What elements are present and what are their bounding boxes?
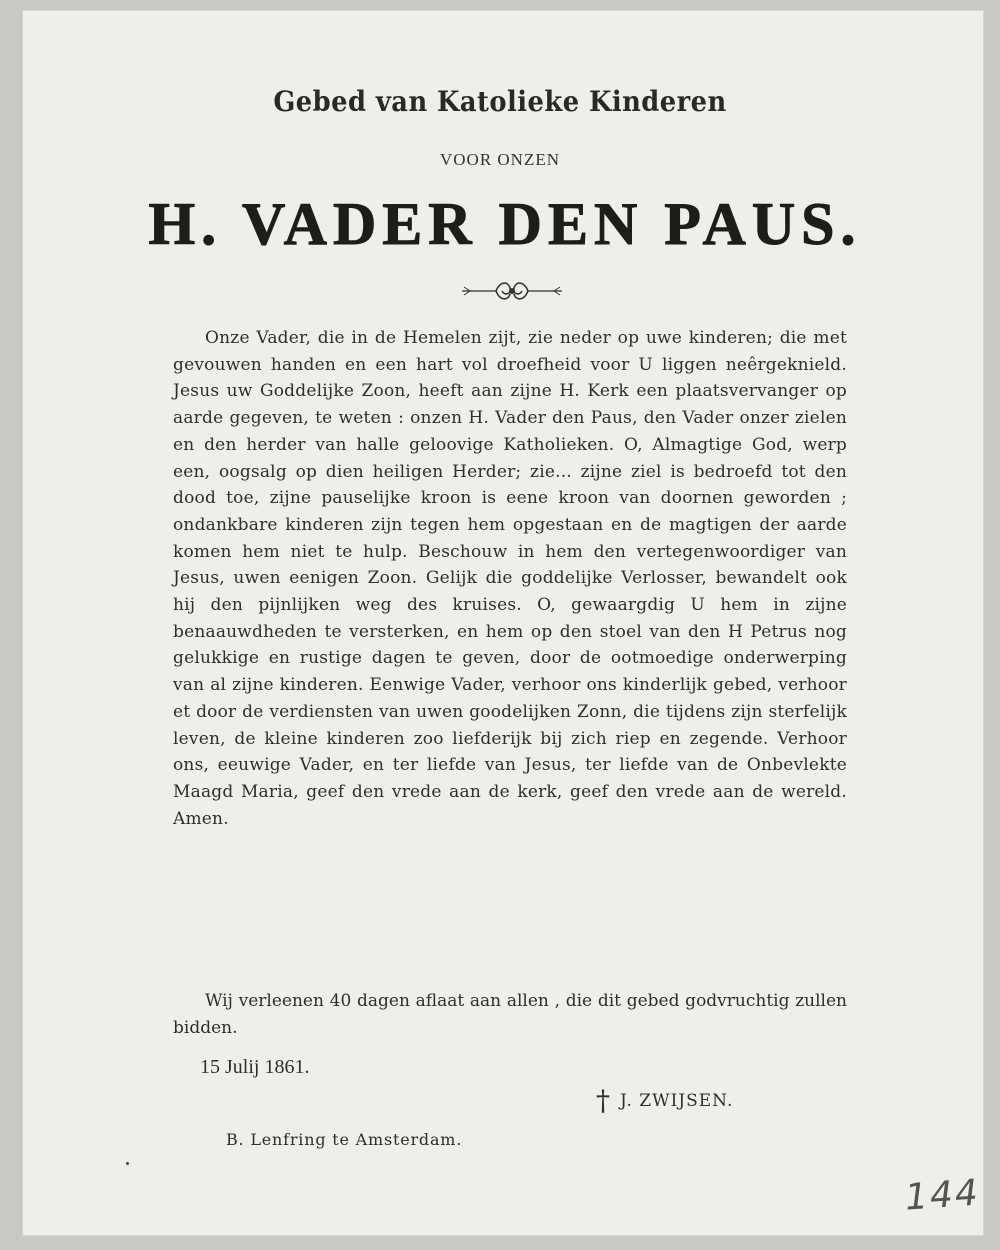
handwritten-number: 144	[903, 1172, 982, 1219]
cross-icon: †	[596, 1084, 610, 1117]
indulgence-note: Wij verleenen 40 dagen aflaat aan allen , die dit gebed godvruchtig zullen bidden.	[173, 991, 847, 1038]
printer-line: B. Lenfring te Amsterdam.	[226, 1130, 463, 1149]
prayer-paragraph: Onze Vader, die in de Hemelen zijt, zie neder op uwe kinderen; die met gevouwen handen en een hart vol droefheid voor U liggen neêrgeknield. Jesus uw Goddelijke Zoon, heeft aan zijne H. Kerk een plaatsvervanger op aarde gegeven, te weten : onzen H. Vader den Paus, den Vader onzer zielen en den herder van halle geloovige Katholieken. O, Almagtige God, werp een, oogsalg op dien heiligen Herder; zie... zijne ziel is bedroefd tot den dood toe, zijne pauselijke kroon is eene kroon van doornen geworden ; ondankbare kinderen zijn tegen hem opgestaan en de magtigen der aarde komen hem niet te hulp. Beschouw in hem den vertegenwoordiger van Jesus, uwen eenigen Zoon. Gelijk die goddelijke Verlosser, bewandelt ook hij den pijnlijken weg des kruises. O, gewaargdig U hem in zijne benaauwdheden te versterken, en hem op den stoel van den H Petrus nog gelukkige en rustige dagen te geven, door de ootmoedige onderwerping van al zijne kinderen. Eenwige Vader, verhoor ons kinderlijk gebed, verhoor et door de verdiensten van uwen goodelijken Zonn, die tijdens zijn sterfelijk leven, de kleine kinderen zoo liefderijk bij zich riep en zegende. Verhoor ons, eeuwige Vader, en ter liefde van Jesus, ter liefde van de Onbevlekte Maagd Maria, geef den vrede aan de kerk, geef den vrede aan de wereld. Amen.	[173, 328, 847, 829]
prayer-body	[173, 325, 847, 832]
ink-dot	[126, 1162, 129, 1165]
main-heading: H. VADER DEN PAUS.	[148, 191, 862, 257]
prayer-title: Gebed van Katolieke Kinderen	[273, 85, 727, 118]
signature	[596, 1084, 733, 1117]
document-date: 15 Julij 1861.	[200, 1056, 310, 1078]
signatory-name: J. ZWIJSEN.	[620, 1090, 734, 1111]
scroll-ornament-icon	[460, 276, 564, 306]
prayer-subtitle: VOOR ONZEN	[439, 150, 561, 169]
